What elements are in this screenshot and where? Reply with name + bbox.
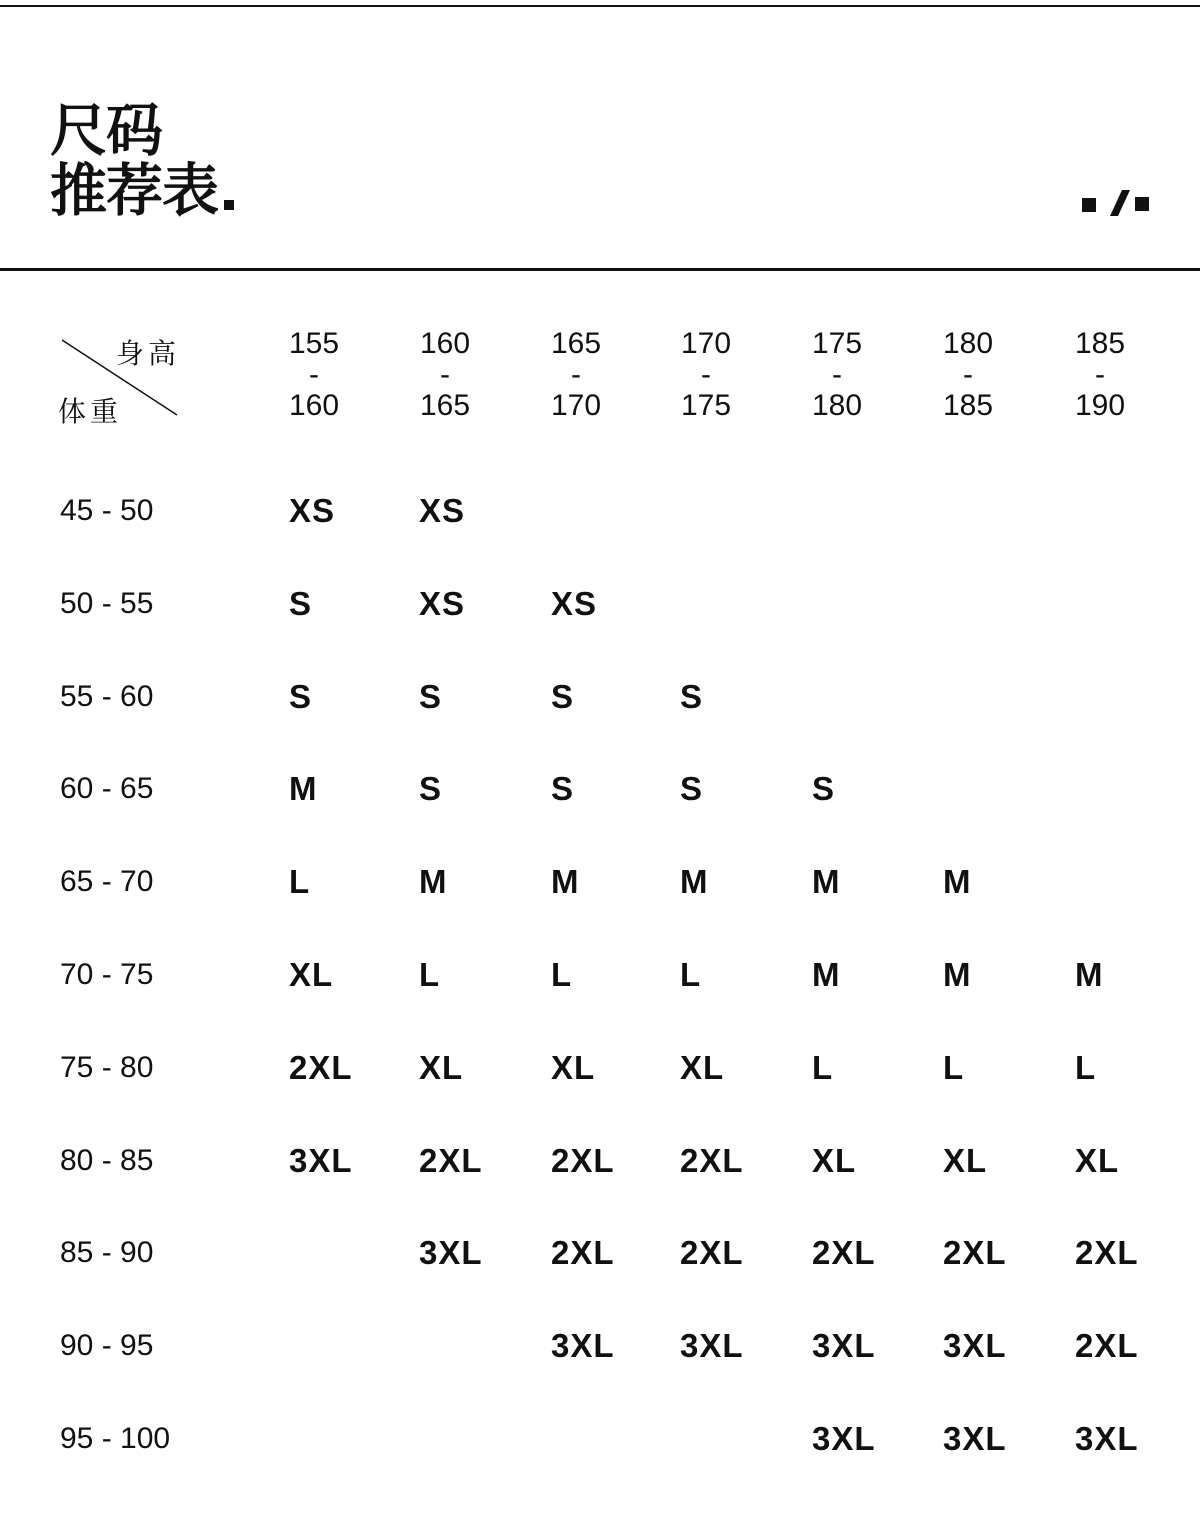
height-header <box>923 328 1013 421</box>
size-cell: S <box>680 678 704 715</box>
size-cell: M <box>1075 956 1104 993</box>
size-cell: XL <box>943 1142 988 1179</box>
height-header-from: 180 <box>942 327 994 360</box>
size-cell: L <box>419 956 441 993</box>
height-header-from: 165 <box>550 327 602 360</box>
size-cell: L <box>289 863 311 900</box>
size-cell: S <box>680 770 704 807</box>
size-cell: 2XL <box>1075 1234 1139 1271</box>
size-cell: S <box>551 678 575 715</box>
weight-row-label: 60 - 65 <box>60 772 154 805</box>
size-cell: 2XL <box>680 1234 744 1271</box>
height-header-to: 190 <box>1074 389 1126 422</box>
size-cell: L <box>943 1049 965 1086</box>
weight-row-label: 55 - 60 <box>60 680 154 713</box>
size-cell: 3XL <box>289 1142 353 1179</box>
page-title-line2-text: 推荐表 <box>50 158 218 224</box>
height-header-to: 170 <box>550 389 602 422</box>
weight-row-label: 50 - 55 <box>60 587 154 620</box>
size-cell: XS <box>419 492 466 529</box>
size-cell: XL <box>1075 1142 1120 1179</box>
height-header <box>661 328 751 421</box>
weight-row-label: 45 - 50 <box>60 494 154 527</box>
height-header-from: 185 <box>1074 327 1126 360</box>
size-cell: M <box>943 956 972 993</box>
height-header-to: 180 <box>811 389 863 422</box>
height-header <box>792 328 882 421</box>
size-cell: M <box>943 863 972 900</box>
height-header-sep: - <box>440 358 450 391</box>
size-cell: L <box>1075 1049 1097 1086</box>
size-cell: XS <box>419 585 466 622</box>
height-header-to: 175 <box>680 389 732 422</box>
size-cell: XL <box>289 956 334 993</box>
size-cell: 3XL <box>943 1420 1007 1457</box>
height-header <box>400 328 490 421</box>
height-header <box>531 328 621 421</box>
size-cell: S <box>551 770 575 807</box>
size-cell: 3XL <box>1075 1420 1139 1457</box>
size-cell: 2XL <box>812 1234 876 1271</box>
top-divider <box>0 5 1200 7</box>
size-cell: S <box>289 678 313 715</box>
weight-row-label: 95 - 100 <box>60 1422 171 1455</box>
height-header-sep: - <box>963 358 973 391</box>
size-cell: M <box>680 863 709 900</box>
size-cell: XL <box>551 1049 596 1086</box>
size-cell: M <box>551 863 580 900</box>
size-cell: 2XL <box>419 1142 483 1179</box>
size-cell: 2XL <box>943 1234 1007 1271</box>
height-header-from: 155 <box>288 327 340 360</box>
size-cell: S <box>289 585 313 622</box>
weight-row-label: 75 - 80 <box>60 1051 154 1084</box>
weight-row-label: 90 - 95 <box>60 1329 154 1362</box>
height-header-to: 165 <box>419 389 471 422</box>
height-header-sep: - <box>832 358 842 391</box>
size-cell: L <box>551 956 573 993</box>
height-header-sep: - <box>1095 358 1105 391</box>
size-cell: 2XL <box>551 1234 615 1271</box>
size-cell: M <box>289 770 318 807</box>
height-header-from: 175 <box>811 327 863 360</box>
height-header-sep: - <box>309 358 319 391</box>
size-cell: 3XL <box>419 1234 483 1271</box>
height-header <box>1055 328 1145 421</box>
size-cell: L <box>680 956 702 993</box>
height-header-sep: - <box>701 358 711 391</box>
height-header-to: 185 <box>942 389 994 422</box>
brand-logo-icon <box>1082 190 1152 220</box>
size-cell: XL <box>680 1049 725 1086</box>
size-cell: XS <box>551 585 598 622</box>
page-title-line2 <box>50 160 234 222</box>
size-cell: XL <box>419 1049 464 1086</box>
size-cell: 3XL <box>812 1420 876 1457</box>
header-divider <box>0 268 1200 271</box>
size-cell: XL <box>812 1142 857 1179</box>
size-cell: S <box>419 678 443 715</box>
size-cell: M <box>812 956 841 993</box>
height-header <box>269 328 359 421</box>
size-cell: 2XL <box>551 1142 615 1179</box>
height-axis-label: 身高 <box>116 337 181 370</box>
weight-row-label: 70 - 75 <box>60 958 154 991</box>
size-cell: 2XL <box>1075 1327 1139 1364</box>
size-cell: 2XL <box>680 1142 744 1179</box>
weight-row-label: 65 - 70 <box>60 865 154 898</box>
size-cell: S <box>812 770 836 807</box>
height-header-from: 160 <box>419 327 471 360</box>
size-cell: M <box>419 863 448 900</box>
size-cell: L <box>812 1049 834 1086</box>
size-cell: 3XL <box>680 1327 744 1364</box>
size-cell: 3XL <box>943 1327 1007 1364</box>
weight-row-label: 85 - 90 <box>60 1236 154 1269</box>
weight-row-label: 80 - 85 <box>60 1144 154 1177</box>
title-dot <box>224 200 234 210</box>
size-cell: 3XL <box>551 1327 615 1364</box>
size-cell: 2XL <box>289 1049 353 1086</box>
page-title-line1: 尺码 <box>50 98 162 164</box>
height-header-to: 160 <box>288 389 340 422</box>
height-header-from: 170 <box>680 327 732 360</box>
size-cell: M <box>812 863 841 900</box>
size-cell: 3XL <box>812 1327 876 1364</box>
height-header-sep: - <box>571 358 581 391</box>
size-cell: S <box>419 770 443 807</box>
weight-axis-label: 体重 <box>58 395 123 428</box>
size-cell: XS <box>289 492 336 529</box>
